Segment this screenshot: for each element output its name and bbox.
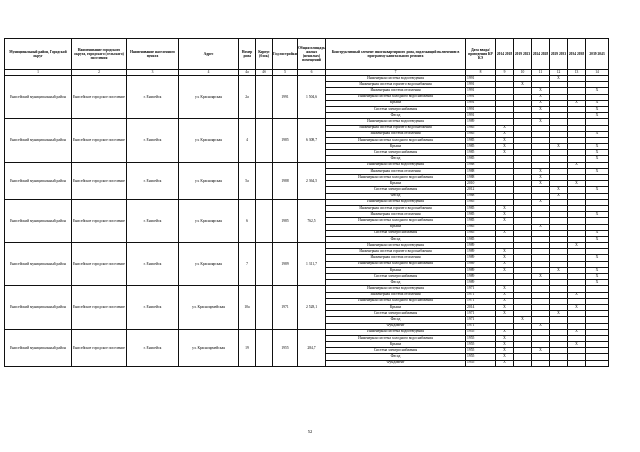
repair-date-cell: 2014 — [466, 304, 496, 310]
period-mark-cell: X — [550, 76, 568, 82]
period-mark-cell: X — [496, 212, 514, 218]
period-mark-cell — [532, 360, 550, 366]
period-mark-cell: X — [568, 329, 586, 335]
block-cell — [256, 243, 273, 286]
area-cell: 6 308,7 — [298, 119, 326, 162]
repair-program-table — [4, 38, 609, 367]
element-cell: Фасад — [326, 280, 466, 286]
header-cell: 2024 2028 — [532, 39, 550, 70]
period-mark-cell: X — [496, 218, 514, 224]
settlement-cell: Енисейское городское поселение — [72, 76, 127, 119]
header-cell: 2039 2043 — [586, 39, 609, 70]
repair-date-cell: 1988 — [466, 175, 496, 181]
repair-date-cell: 1989 — [466, 249, 496, 255]
element-cell: Система электроснабжения — [326, 348, 466, 354]
house-number-cell: 5а — [239, 162, 256, 199]
settlement-cell: Енисейское городское поселение — [72, 162, 127, 199]
repair-date-cell: 1989 — [466, 274, 496, 280]
period-mark-cell: X — [514, 82, 532, 88]
period-mark-cell: X — [532, 274, 550, 280]
header-cell: Корпус (блок) — [256, 39, 273, 70]
repair-date-cell: 1991 — [466, 94, 496, 100]
element-cell: Система электроснабжения — [326, 150, 466, 156]
repair-date-cell: 1985 — [466, 236, 496, 242]
street-cell: ул. Красноярская — [179, 119, 239, 162]
period-mark-cell: X — [496, 286, 514, 292]
element-cell: Крыша — [326, 100, 466, 106]
element-cell: Крыша — [326, 181, 466, 187]
period-mark-cell: X — [586, 150, 609, 156]
repair-date-cell: 1985 — [466, 156, 496, 162]
period-mark-cell: X — [550, 187, 568, 193]
header-cell: 2019 2023 — [514, 39, 532, 70]
period-mark-cell: X — [568, 292, 586, 298]
element-cell: Инженерная система холодного водоснабжения — [326, 261, 466, 267]
period-mark-cell: X — [532, 106, 550, 112]
period-mark-cell: X — [532, 348, 550, 354]
element-cell: Фундамент — [326, 323, 466, 329]
element-cell: Система электроснабжения — [326, 274, 466, 280]
period-mark-cell: X — [586, 88, 609, 94]
column-number: 4а — [239, 70, 256, 76]
period-mark-cell: X — [496, 342, 514, 348]
repair-date-cell: 1971 — [466, 286, 496, 292]
column-number: 5 — [273, 70, 298, 76]
locality-cell: г. Енисейск — [127, 199, 179, 242]
period-mark-cell: X — [496, 137, 514, 143]
header-row — [5, 39, 609, 70]
period-mark-cell: X — [514, 317, 532, 323]
repair-date-cell: 1991 — [466, 113, 496, 119]
build-year-cell: 1971 — [273, 286, 298, 329]
settlement-cell: Енисейское городское поселение — [72, 119, 127, 162]
period-mark-cell: X — [532, 181, 550, 187]
street-cell: ул. Красноярская — [179, 76, 239, 119]
period-mark-cell: X — [568, 243, 586, 249]
element-cell: Крыша — [326, 224, 466, 230]
settlement-cell: Енисейское городское поселение — [72, 199, 127, 242]
period-mark-cell: X — [496, 249, 514, 255]
repair-date-cell: 1985 — [466, 205, 496, 211]
header-cell: Наименование городского округа, городского (сельского) поселения — [72, 39, 127, 70]
house-number-cell: 10а — [239, 286, 256, 329]
period-mark-cell — [586, 360, 609, 366]
repair-date-cell: 1985 — [466, 144, 496, 150]
element-cell: Фасад — [326, 236, 466, 242]
period-mark-cell: X — [586, 168, 609, 174]
repair-date-cell: 1971 — [466, 292, 496, 298]
element-cell: Инженерная система отопления — [326, 131, 466, 137]
house-number-cell: 4 — [239, 119, 256, 162]
repair-date-cell: 1955 — [466, 329, 496, 335]
period-mark-cell: X — [496, 292, 514, 298]
period-mark-cell: X — [496, 311, 514, 317]
settlement-cell: Енисейское городское поселение — [72, 243, 127, 286]
period-mark-cell: X — [586, 144, 609, 150]
repair-date-cell: 1985 — [466, 137, 496, 143]
element-cell: Инженерная система водоотведения — [326, 243, 466, 249]
period-mark-cell: X — [532, 224, 550, 230]
column-number: 10 — [514, 70, 532, 76]
element-cell: Фасад — [326, 156, 466, 162]
period-mark-cell: X — [586, 156, 609, 162]
header-cell: Адрес — [179, 39, 239, 70]
district-cell: Енисейский муниципальный район — [5, 286, 72, 329]
period-mark-cell: X — [496, 354, 514, 360]
repair-date-cell: 1988 — [466, 193, 496, 199]
element-cell: Инженерная система водоотведения — [326, 199, 466, 205]
period-mark-cell — [514, 360, 532, 366]
element-cell: Система электроснабжения — [326, 311, 466, 317]
element-cell: Инженерная система холодного водоснабжения — [326, 298, 466, 304]
period-mark-cell: X — [586, 131, 609, 137]
period-mark-cell: X — [496, 255, 514, 261]
period-mark-cell: X — [532, 88, 550, 94]
build-year-cell: 1991 — [273, 76, 298, 119]
repair-date-cell: 1971 — [466, 323, 496, 329]
period-mark-cell: X — [496, 230, 514, 236]
build-year-cell: 1955 — [273, 329, 298, 366]
period-mark-cell: X — [496, 144, 514, 150]
header-cell: Наименование населенного пункта — [127, 39, 179, 70]
period-mark-cell: X — [568, 162, 586, 168]
settlement-cell: Енисейское городское поселение — [72, 286, 127, 329]
element-cell: Инженерная система водоотведения — [326, 162, 466, 168]
element-cell: Инженерная система холодного водоснабжения — [326, 94, 466, 100]
element-cell: Система электроснабжения — [326, 106, 466, 112]
column-number: 12 — [550, 70, 568, 76]
period-mark-cell: X — [586, 106, 609, 112]
element-cell: Крыша — [326, 342, 466, 348]
period-mark-cell: X — [586, 113, 609, 119]
street-cell: ул. Красноармейская — [179, 286, 239, 329]
column-number: 9 — [496, 70, 514, 76]
locality-cell: г. Енисейск — [127, 286, 179, 329]
area-cell: 1 311,7 — [298, 243, 326, 286]
period-mark-cell: X — [496, 261, 514, 267]
element-cell: Фасад — [326, 193, 466, 199]
period-mark-cell: X — [532, 100, 550, 106]
period-mark-cell: X — [532, 119, 550, 125]
element-cell: Инженерная система горячего водоснабжения — [326, 205, 466, 211]
column-number: 14 — [586, 70, 609, 76]
repair-date-cell: 1988 — [466, 168, 496, 174]
repair-date-cell: 1985 — [466, 230, 496, 236]
period-mark-cell: X — [550, 193, 568, 199]
header-cell: Муниципальный район, Городской округ — [5, 39, 72, 70]
period-mark-cell: X — [496, 335, 514, 341]
house-number-cell: 7 — [239, 243, 256, 286]
build-year-cell: 1985 — [273, 119, 298, 162]
element-cell: Инженерная система водоотведения — [326, 119, 466, 125]
repair-date-cell: 1991 — [466, 82, 496, 88]
street-cell: ул. Красноярская — [179, 243, 239, 286]
document-page — [4, 38, 608, 367]
period-mark-cell: X — [532, 323, 550, 329]
period-mark-cell: X — [532, 175, 550, 181]
period-mark-cell: X — [496, 329, 514, 335]
block-cell — [256, 119, 273, 162]
locality-cell: г. Енисейск — [127, 329, 179, 366]
repair-date-cell: 1989 — [466, 119, 496, 125]
repair-date-cell: 1955 — [466, 335, 496, 341]
area-cell: 762,5 — [298, 199, 326, 242]
district-cell: Енисейский муниципальный район — [5, 329, 72, 366]
period-mark-cell: X — [586, 236, 609, 242]
repair-date-cell: 1955 — [466, 348, 496, 354]
header-cell: Номер дома — [239, 39, 256, 70]
period-mark-cell: X — [496, 205, 514, 211]
house-number-cell: 6 — [239, 199, 256, 242]
element-cell: Фасад — [326, 317, 466, 323]
locality-cell: г. Енисейск — [127, 119, 179, 162]
district-cell: Енисейский муниципальный район — [5, 162, 72, 199]
column-number: 1 — [5, 70, 72, 76]
header-cell: 2034 2038 — [568, 39, 586, 70]
period-mark-cell: X — [586, 212, 609, 218]
element-cell: Инженерная система горячего водоснабжения — [326, 82, 466, 88]
element-cell: Фасад — [326, 113, 466, 119]
repair-date-cell: 1989 — [466, 255, 496, 261]
period-mark-cell: X — [550, 311, 568, 317]
repair-date-cell: 1991 — [466, 106, 496, 112]
period-mark-cell: X — [586, 100, 609, 106]
street-cell: ул. Красноармейская — [179, 329, 239, 366]
repair-date-cell: 1985 — [466, 218, 496, 224]
locality-cell: г. Енисейск — [127, 162, 179, 199]
column-number: 3 — [127, 70, 179, 76]
element-cell: Инженерная система отопления — [326, 255, 466, 261]
repair-date-cell: 1985 — [466, 199, 496, 205]
repair-date-cell: 1988 — [466, 162, 496, 168]
element-cell: Фасад — [326, 354, 466, 360]
column-number: 4 — [179, 70, 239, 76]
block-cell — [256, 162, 273, 199]
district-cell: Енисейский муниципальный район — [5, 199, 72, 242]
locality-cell: г. Енисейск — [127, 76, 179, 119]
repair-date-cell: 2012 — [466, 187, 496, 193]
repair-date-cell: 1955 — [466, 354, 496, 360]
element-cell: Инженерная система холодного водоснабжения — [326, 137, 466, 143]
column-number: 4б — [256, 70, 273, 76]
period-mark-cell: X — [496, 267, 514, 273]
district-cell: Енисейский муниципальный район — [5, 243, 72, 286]
period-mark-cell: X — [532, 168, 550, 174]
header-cell: Дата ввода/ проведения КР КЭ — [466, 39, 496, 70]
period-mark-cell: X — [586, 280, 609, 286]
element-cell: Инженерная система отопления — [326, 212, 466, 218]
header-cell: 2014 2018 — [496, 39, 514, 70]
repair-date-cell: 2010 — [466, 181, 496, 187]
repair-date-cell: 1985 — [466, 224, 496, 230]
period-mark-cell: X — [586, 187, 609, 193]
district-cell: Енисейский муниципальный район — [5, 119, 72, 162]
period-mark-cell: X — [496, 360, 514, 366]
period-mark-cell: X — [550, 267, 568, 273]
element-cell: Инженерная система водоотведения — [326, 286, 466, 292]
element-cell: Крыша — [326, 267, 466, 273]
period-mark-cell: X — [496, 348, 514, 354]
build-year-cell: 1985 — [273, 199, 298, 242]
element-cell: Инженерная система отопления — [326, 88, 466, 94]
period-mark-cell: X — [568, 304, 586, 310]
period-mark-cell: X — [532, 199, 550, 205]
block-cell — [256, 329, 273, 366]
area-cell: 2 364,5 — [298, 162, 326, 199]
column-number: 2 — [72, 70, 127, 76]
street-cell: ул. Красноярская — [179, 199, 239, 242]
element-cell: Инженерная система горячего водоснабжения — [326, 249, 466, 255]
period-mark-cell: X — [496, 304, 514, 310]
element-cell: Инженерная система горячего водоснабжения — [326, 125, 466, 131]
column-number: 13 — [568, 70, 586, 76]
element-cell: Инженерная система водоотведения — [326, 76, 466, 82]
repair-date-cell: 1985 — [466, 150, 496, 156]
page-number: 52 — [307, 429, 313, 434]
period-mark-cell: X — [496, 150, 514, 156]
element-cell: Крыша — [326, 304, 466, 310]
element-cell: Крыша — [326, 144, 466, 150]
period-mark-cell: X — [496, 125, 514, 131]
street-cell: ул. Красноярская — [179, 162, 239, 199]
repair-date-cell: 1955 — [466, 360, 496, 366]
element-cell: Фундамент — [326, 360, 466, 366]
element-cell: Инженерная система холодного водоснабжения — [326, 335, 466, 341]
period-mark-cell: X — [586, 267, 609, 273]
period-mark-cell: X — [568, 342, 586, 348]
repair-date-cell: 1989 — [466, 280, 496, 286]
header-cell: 2029 2033 — [550, 39, 568, 70]
element-cell: Инженерная система холодного водоснабжения — [326, 175, 466, 181]
period-mark-cell — [568, 360, 586, 366]
repair-date-cell: 1991 — [466, 76, 496, 82]
district-cell: Енисейский муниципальный район — [5, 76, 72, 119]
header-cell: Общая площадь жилых (нежилых) помещений — [298, 39, 326, 70]
repair-date-cell: 1955 — [466, 342, 496, 348]
period-mark-cell: X — [532, 94, 550, 100]
repair-date-cell: 1971 — [466, 311, 496, 317]
header-cell: Год постройки — [273, 39, 298, 70]
build-year-cell: 1988 — [273, 162, 298, 199]
area-cell: 1 504,6 — [298, 76, 326, 119]
repair-date-cell: 1985 — [466, 125, 496, 131]
repair-date-cell: 1989 — [466, 267, 496, 273]
repair-date-cell: 1989 — [466, 243, 496, 249]
period-mark-cell: X — [568, 100, 586, 106]
area-cell: 284,7 — [298, 329, 326, 366]
block-cell — [256, 286, 273, 329]
area-cell: 2 528,1 — [298, 286, 326, 329]
locality-cell: г. Енисейск — [127, 243, 179, 286]
element-cell: Инженерная система отопления — [326, 168, 466, 174]
period-mark-cell: X — [550, 144, 568, 150]
period-mark-cell — [550, 360, 568, 366]
column-number: 11 — [532, 70, 550, 76]
header-cell: Конструктивный элемент многоквартирного дома, подлежащий включению в программу капитального ремонта — [326, 39, 466, 70]
column-number: 6 — [298, 70, 326, 76]
settlement-cell: Енисейское городское поселение — [72, 329, 127, 366]
period-mark-cell: X — [496, 298, 514, 304]
element-cell: Система электроснабжения — [326, 187, 466, 193]
repair-date-cell: 1991 — [466, 88, 496, 94]
repair-date-cell: 1971 — [466, 317, 496, 323]
period-mark-cell: X — [586, 230, 609, 236]
element-cell: Инженерная система водоотведения — [326, 329, 466, 335]
period-mark-cell: X — [586, 274, 609, 280]
element-cell: Система электроснабжения — [326, 230, 466, 236]
house-number-cell: 2а — [239, 76, 256, 119]
column-number: 7 — [326, 70, 466, 76]
column-number: 8 — [466, 70, 496, 76]
block-cell — [256, 76, 273, 119]
table-body — [5, 76, 609, 367]
element-cell: Инженерная система холодного водоснабжения — [326, 218, 466, 224]
period-mark-cell: X — [586, 255, 609, 261]
period-mark-cell: X — [496, 131, 514, 137]
build-year-cell: 1989 — [273, 243, 298, 286]
block-cell — [256, 199, 273, 242]
element-cell: Инженерная система отопления — [326, 292, 466, 298]
period-mark-cell: X — [568, 181, 586, 187]
repair-date-cell: 1971 — [466, 298, 496, 304]
repair-date-cell: 1985 — [466, 212, 496, 218]
repair-date-cell: 1989 — [466, 261, 496, 267]
repair-date-cell: 1985 — [466, 131, 496, 137]
house-number-cell: 19 — [239, 329, 256, 366]
repair-date-cell: 1991 — [466, 100, 496, 106]
